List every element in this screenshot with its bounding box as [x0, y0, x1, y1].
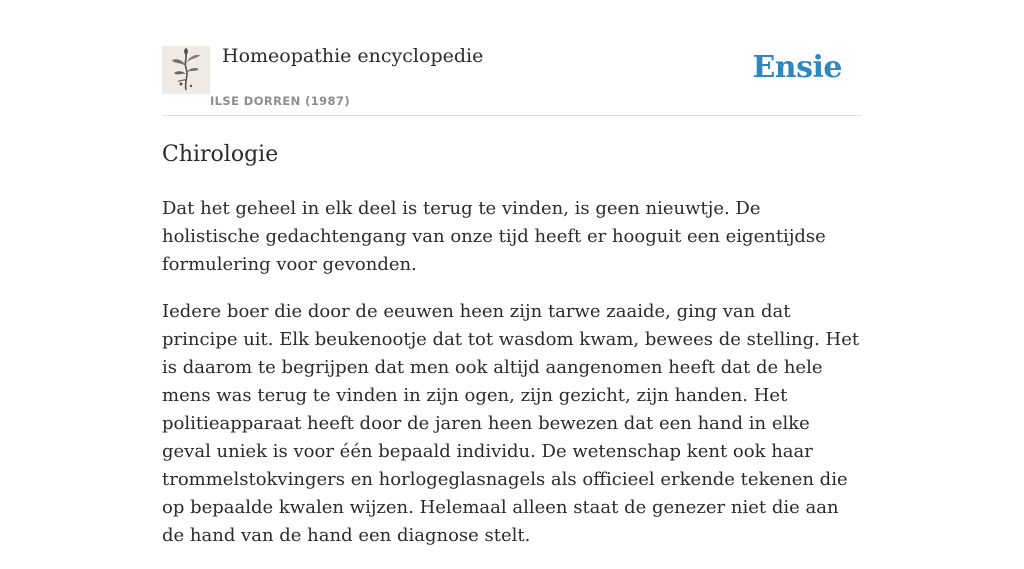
paragraph-2: Iedere boer die door de eeuwen heen zijn tarwe zaaide, ging van dat principe uit. Elk beukenootje dat tot wasdom kwam, bewees de stelling. Het is daarom te begrijpen dat men ook altijd aangenomen heeft dat de hele mens was terug te vinden in zijn ogen, zijn gezicht, zijn handen. Het politieapparaat heeft door de jaren heen bewezen dat een hand in elke geval uniek is voor één bepaald individu. De wetenschap kent ook haar trommelstokvingers en horlogeglasnagels als officieel erkende tekenen die op bepaalde kwalen wijzen. Helemaal alleen staat de genezer niet die aan de hand van de hand een diagnose stelt.	[162, 301, 860, 546]
plant-illustration-icon[interactable]	[162, 46, 210, 94]
author-label: ILSE DORREN (1987)	[210, 94, 350, 108]
entry-content	[162, 195, 862, 550]
paragraph-1: Dat het geheel in elk deel is terug te vinden, is geen nieuwtje. De holistische gedachtengang van onze tijd heeft er hooguit een eigentijdse formulering voor gevonden.	[162, 198, 826, 275]
entry-title: Chirologie	[162, 142, 279, 167]
header	[162, 0, 862, 116]
ensie-logo[interactable]: Ensie	[752, 50, 842, 85]
book-title[interactable]: Homeopathie encyclopedie	[222, 45, 484, 67]
main-container	[162, 0, 862, 569]
